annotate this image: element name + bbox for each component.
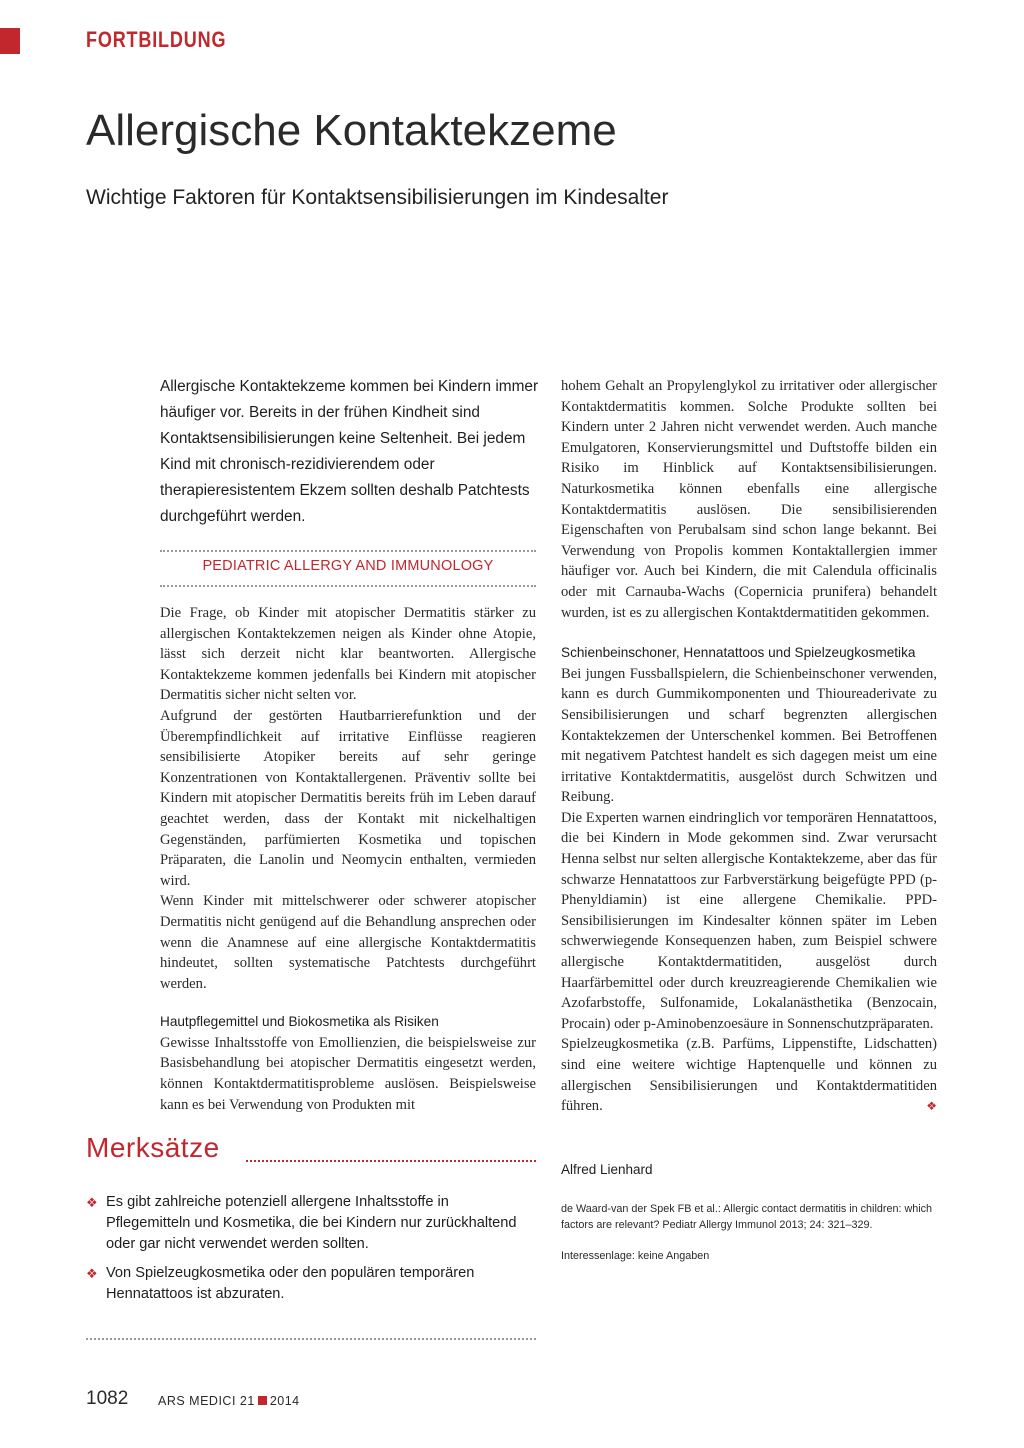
- right-column: [561, 376, 937, 1117]
- body-paragraph: Wenn Kinder mit mittelschwerer oder schwerer atopischer Dermatitis nicht genügend auf die Behandlung ansprechen oder wenn die Anamnese auf eine allergische Kontaktdermatitis hindeutet, sollten systematische Patchtests durchgeführt werden.: [160, 893, 536, 992]
- separator-square: [258, 1396, 267, 1405]
- source-kicker: PEDIATRIC ALLERGY AND IMMUNOLOGY: [202, 558, 494, 574]
- body-paragraph: Bei jungen Fussballspielern, die Schienbeinschoner verwenden, kann es durch Gummikomponenten und Thioureaderivate zu Sensibilisierungen und scharf begrenzten allergischen Kontaktekzemen der Unterschenkel kommen. Bei Betroffenen mit negativem Patchtest handelt es sich dagegen meist um eine irritative Kontaktdermatitis, ausgelöst durch Schwitzen und Reibung.: [561, 665, 937, 806]
- list-item: [86, 1192, 536, 1255]
- lead-paragraph: Allergische Kontaktekzeme kommen bei Kindern immer häufiger vor. Bereits in der frühen Kindheit sind Kontaktsensibilisierungen keine Seltenheit. Bei jedem Kind mit chronisch-rezidivierendem oder therapieresistentem Ekzem sollten deshalb Patchtests durchgeführt werden.: [160, 378, 539, 525]
- body-paragraph: Gewisse Inhaltsstoffe von Emollienzien, die beispielsweise zur Basisbehandlung bei atopischer Dermatitis eingesetzt werden, können Kontaktdermatitisprobleme auslösen. Beispielsweise kann es bei Verwendung von Produkten mit: [160, 1034, 536, 1113]
- article-title: Allergische Kontaktekzeme: [86, 106, 617, 155]
- author-name: Alfred Lienhard: [561, 1162, 653, 1177]
- key-points-heading: Merksätze: [86, 1132, 220, 1163]
- journal-info: [158, 1394, 300, 1408]
- conflict-of-interest: Interessenlage: keine Angaben: [561, 1250, 710, 1262]
- kicker-divider: [160, 550, 536, 552]
- list-item-text: Es gibt zahlreiche potenziell allergene Inhaltsstoffe in Pflegemitteln und Kosmetika, die bei Kindern nur zurückhaltend oder gar nicht verwendet werden sollten.: [106, 1194, 517, 1252]
- reference: de Waard-van der Spek FB et al.: Allergic contact dermatitis in children: which factors are relevant? Pediatr Allergy Immunol 2013; 24: 321–329.: [561, 1203, 933, 1231]
- body-paragraph: Die Experten warnen eindringlich vor temporären Hennatattoos, die bei Kindern in Mode gekommen sind. Zwar verursacht Henna selbst nur selten allergische Kontaktekzeme, aber das für schwarze Hennatattoos zur Farbverstärkung beigefügte PPD (p-Phenyldiamin) ist eine allergene Chemikalie. PPD-Sensibilisierungen im Kindesalter können später im Leben schwerwiegende Konsequenzen haben, zum Beispiel schwere allergische Kontaktdermatitiden, ausgelöst durch Haarfärbemittel oder durch kreuzreagierende Chemikalien wie Azofarbstoffe, Sulfonamide, Lokalanästhetika (Benzocain, Procain) oder p-Aminobenzoesäure in Sonnenschutzpräparaten.: [561, 809, 937, 1032]
- diamond-bullet-icon: ❖: [86, 1195, 98, 1210]
- body-text: Spielzeugkosmetika (z.B. Parfüms, Lippenstifte, Lidschatten) sind eine weitere wichtige Haptenquelle und können zu allergischen Sensibilisierungen und Kontaktdermatitiden führen.: [561, 1036, 937, 1115]
- journal-issue: ARS MEDICI 21: [158, 1394, 255, 1408]
- body-paragraph: Die Frage, ob Kinder mit atopischer Dermatitis stärker zu allergischen Kontaktekzemen neigen als Kinder ohne Atopie, lässt sich derzeit nicht klar beantworten. Allergische Kontaktekzeme kommen jedenfalls bei Kindern mit atopischer Dermatitis sicher nicht selten vor.: [160, 605, 536, 704]
- list-item-text: Von Spielzeugkosmetika oder den populären temporären Hennatattoos ist abzuraten.: [106, 1265, 475, 1302]
- key-points-list: [86, 1192, 536, 1313]
- end-of-article-mark: ❖: [926, 1099, 937, 1114]
- list-item: [86, 1263, 536, 1305]
- body-paragraph: hohem Gehalt an Propylenglykol zu irritativer oder allergischer Kontaktdermatitis kommen. Solche Produkte sollten bei Kindern unter 2 Jahren nicht verwendet werden. Auch manche Emulgatoren, Konservierungsmittel und Duftstoffe bilden ein Risiko im Hinblick auf Kontaktsensibilisierungen. Naturkosmetika können ebenfalls eine allergische Kontaktdermatitis auslösen. Die sensibilisierenden Eigenschaften von Perubalsam sind schon lange bekannt. Bei Verwendung von Propolis kommen Kontaktallergien immer häufiger vor. Auch bei Kindern, die mit Calendula officinalis oder mit Carnauba-Wachs (Copernicia prunifera) behandelt wurden, ist es zu allergischen Kontaktdermatitiden gekommen.: [561, 378, 937, 621]
- left-column: [160, 603, 536, 1115]
- section-marker: [0, 28, 20, 54]
- kicker-divider: [160, 585, 536, 587]
- page-number: 1082: [86, 1388, 129, 1409]
- journal-year: 2014: [269, 1394, 300, 1408]
- diamond-bullet-icon: ❖: [86, 1266, 98, 1281]
- bottom-divider: [86, 1338, 536, 1340]
- section-subhead: Schienbeinschoner, Hennatattoos und Spielzeugkosmetika: [561, 645, 916, 661]
- key-points-divider: [246, 1160, 536, 1162]
- section-label: FORTBILDUNG: [86, 27, 227, 52]
- section-subhead: Hautpflegemittel und Biokosmetika als Risiken: [160, 1014, 439, 1030]
- body-paragraph: Aufgrund der gestörten Hautbarrierefunktion und der Überempfindlichkeit auf irritative Einflüsse reagieren sensibilisierte Atopiker bereits auf sehr geringe Konzentrationen von Kontaktallergenen. Präventiv sollte bei Kindern mit atopischer Dermatitis bereits früh im Leben darauf geachtet werden, dass der Kontakt mit nickelhaltigen Gegenständen, parfümierten Kosmetika und topischen Präparaten, die Lanolin und Neomycin enthalten, vermieden wird.: [160, 707, 536, 889]
- article-subtitle: Wichtige Faktoren für Kontaktsensibilisierungen im Kindesalter: [86, 186, 669, 209]
- body-paragraph: [561, 1034, 937, 1116]
